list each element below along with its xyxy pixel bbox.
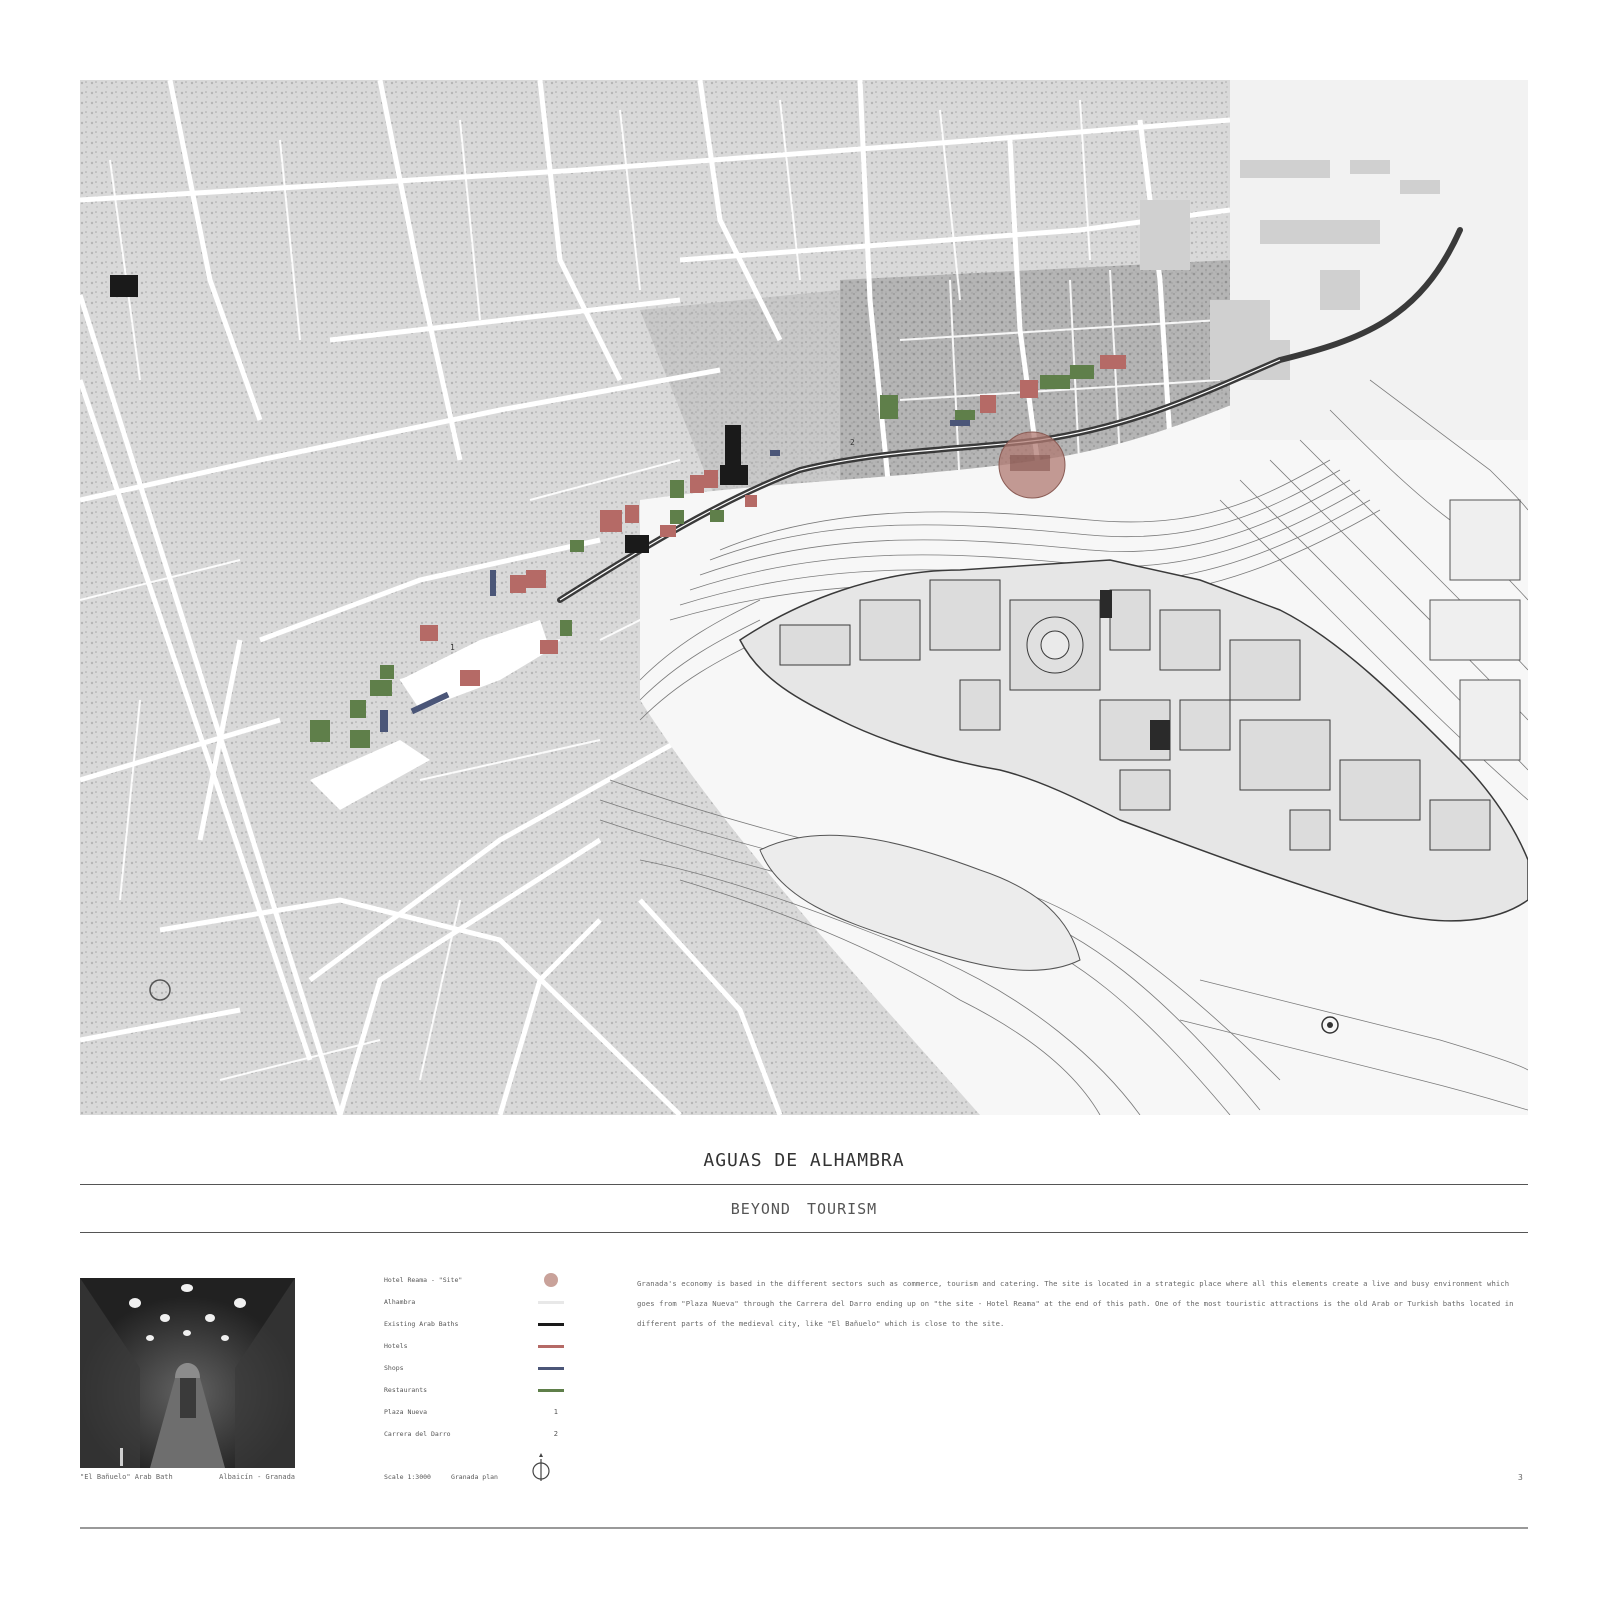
legend-label: Existing Arab Baths [384, 1320, 459, 1328]
photo-caption [80, 1473, 295, 1481]
map-label-carrera-darro: 2 [850, 438, 855, 447]
restaurants-swatch-icon [538, 1389, 564, 1392]
shops-swatch-icon [538, 1367, 564, 1370]
legend-item-shops [384, 1360, 564, 1382]
legend-item-hotels [384, 1338, 564, 1360]
legend-number: 2 [553, 1430, 558, 1438]
legend-item-restaurants [384, 1382, 564, 1404]
page-number: 3 [1518, 1473, 1523, 1482]
project-description: Granada's economy is based in the different sectors such as commerce, tourism and catering. The site is located in a strategic place where all this elements create a live and busy environment which goes from "Plaza Nueva" through the Carrera del Darro ending up on "the site - Hotel Reama" at the end of this path. One of the most touristic attractions is the old Arab or Turkish baths located in different parts of the medieval city, like "El Bañuelo" which is close to the site. [637, 1279, 1514, 1328]
legend-number: 1 [553, 1408, 558, 1416]
arab-bath-photo [80, 1278, 295, 1468]
plan-label: Granada plan [450, 1473, 498, 1481]
legend-label: Hotel Reama - "Site" [384, 1276, 463, 1284]
page-title: AGUAS DE ALHAMBRA [703, 1150, 905, 1171]
scale-label: Scale 1:3000 [384, 1473, 431, 1481]
scale-info [384, 1473, 498, 1481]
divider [80, 1184, 1528, 1185]
map-label-plaza-nueva: 1 [450, 643, 455, 652]
site-swatch-icon [544, 1273, 558, 1287]
photo-caption-location: Albaicín - Granada [219, 1473, 295, 1481]
city-plan-map [80, 80, 1528, 1115]
legend-label: Plaza Nueva [384, 1408, 428, 1416]
legend-item-arab-baths [384, 1316, 564, 1338]
north-arrow-icon [530, 1453, 552, 1483]
legend-label: Shops [384, 1364, 404, 1372]
legend-label: Alhambra [384, 1298, 416, 1306]
arab-baths-swatch-icon [538, 1323, 564, 1326]
hotels-swatch-icon [538, 1345, 564, 1348]
legend-item-plaza-nueva [384, 1404, 564, 1426]
divider [80, 1232, 1528, 1233]
legend-label: Restaurants [384, 1386, 428, 1394]
legend-item-site [384, 1272, 564, 1294]
legend-item-alhambra [384, 1294, 564, 1316]
legend-label: Hotels [384, 1342, 408, 1350]
map-drawing [80, 80, 1528, 1115]
legend-label: Carrera del Darro [384, 1430, 451, 1438]
page-subtitle: BEYOND TOURISM [730, 1200, 878, 1218]
alhambra-swatch-icon [538, 1301, 564, 1304]
bottom-divider [80, 1527, 1528, 1529]
legend-item-carrera-darro [384, 1426, 564, 1448]
photo-caption-title: "El Bañuelo" Arab Bath [80, 1473, 173, 1481]
map-legend [384, 1272, 564, 1448]
